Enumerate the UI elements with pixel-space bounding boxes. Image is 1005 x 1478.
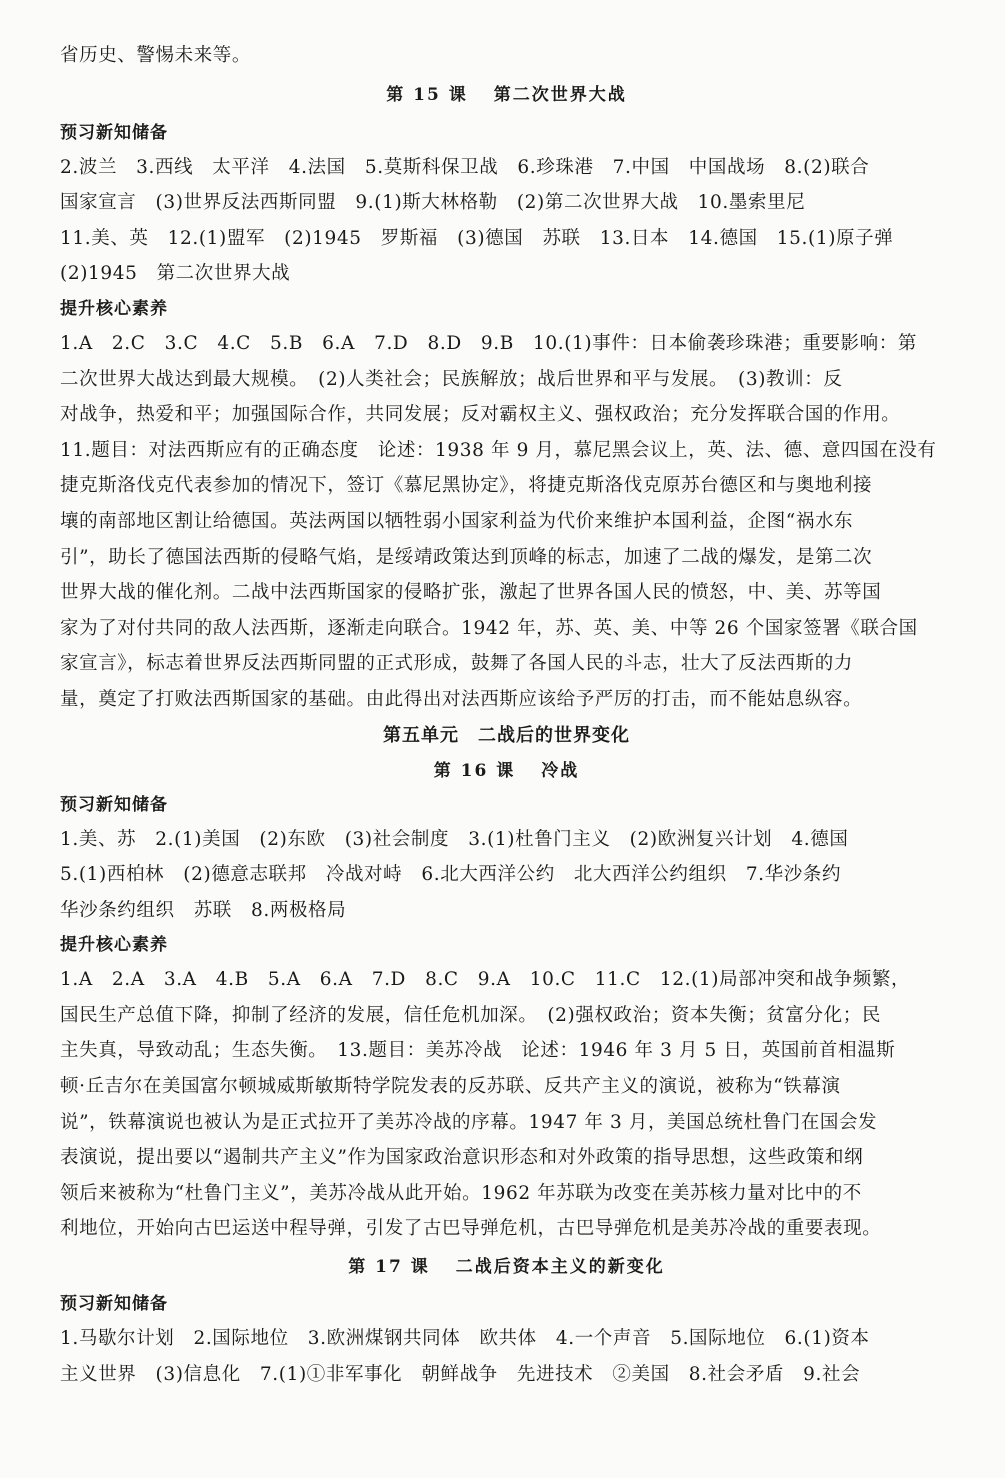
answer-line: 1.A 2.C 3.C 4.C 5.B 6.A 7.D 8.D 9.B 10.(1)事件：日本偷袭珍珠港；重要影响：第 [60, 332, 917, 354]
lesson-number: 第 16 课 [433, 760, 516, 781]
section-heading: 预习新知储备 [60, 794, 168, 815]
answer-line: 领后来被称为“杜鲁门主义”，美苏冷战从此开始。1962 年苏联为改变在美苏核力量对比中的不 [60, 1182, 862, 1204]
answer-line: 世界大战的催化剂。二战中法西斯国家的侵略扩张，激起了世界各国人民的愤怒，中、美、苏等国 [60, 582, 882, 604]
intro-line: 省历史、警惕未来等。 [60, 45, 252, 66]
lesson-name: 二战后资本主义的新变化 [455, 1257, 665, 1278]
lesson-number: 第 17 课 [348, 1257, 430, 1278]
answer-line: 对战争，热爱和平；加强国际合作，共同发展；反对霸权主义、强权政治；充分发挥联合国的作用。 [60, 404, 901, 426]
answer-line: 主义世界 (3)信息化 7.(1)①非军事化 朝鲜战争 先进技术 ②美国 8.社会矛盾 9.社会 [60, 1363, 861, 1385]
lesson-15-title [60, 74, 953, 116]
section-heading: 提升核心素养 [60, 298, 168, 319]
answer-line: 表演说，提出要以“遏制共产主义”作为国家政治意识形态和对外政策的指导思想，这些政策和纲 [60, 1147, 864, 1169]
answer-line: 国家宣言 (3)世界反法西斯同盟 9.(1)斯大林格勒 (2)第二次世界大战 10.墨索里尼 [60, 192, 806, 214]
lesson-name: 冷战 [541, 760, 580, 781]
answer-line: 国民生产总值下降，抑制了经济的发展，信任危机加深。 (2)强权政治；资本失衡；贫富分化；民 [60, 1004, 881, 1026]
lesson-15 [60, 74, 953, 718]
answer-line: 华沙条约组织 苏联 8.两极格局 [60, 899, 347, 921]
answer-line: 1.马歇尔计划 2.国际地位 3.欧洲煤钢共同体 欧共体 4.一个声音 5.国际地位 6.(1)资本 [60, 1328, 870, 1350]
answer-line: 5.(1)西柏林 (2)德意志联邦 冷战对峙 6.北大西洋公约 北大西洋公约组织 7.华沙条约 [60, 864, 842, 886]
unit-5-title: 第五单元 二战后的世界变化 [383, 724, 630, 746]
lesson-number: 第 15 课 [386, 84, 468, 105]
answer-line: 1.A 2.A 3.A 4.B 5.A 6.A 7.D 8.C 9.A 10.C 11.C 12.(1)局部冲突和战争频繁， [60, 969, 911, 991]
answer-line: 量，奠定了打败法西斯国家的基础。由此得出对法西斯应该给予严厉的打击，而不能姑息纵容。 [60, 688, 863, 710]
lesson-17 [60, 1247, 953, 1392]
answer-line: 2.波兰 3.西线 太平洋 4.法国 5.莫斯科保卫战 6.珍珠港 7.中国 中国战场 8.(2)联合 [60, 156, 870, 178]
answer-line: 1.美、苏 2.(1)美国 (2)东欧 (3)社会制度 3.(1)杜鲁门主义 (2)欧洲复兴计划 4.德国 [60, 828, 849, 850]
answer-line: 引”，助长了德国法西斯的侵略气焰，是绥靖政策达到顶峰的标志，加速了二战的爆发，是第二次 [60, 546, 873, 568]
section-heading: 预习新知储备 [60, 1294, 168, 1315]
lesson-17-title [60, 1247, 953, 1287]
answer-line: (2)1945 第二次世界大战 [60, 263, 291, 285]
answer-line: 壤的南部地区割让给德国。英法两国以牺牲弱小国家利益为代价来维护本国利益，企图“祸水东 [60, 510, 854, 532]
section-heading: 预习新知储备 [60, 122, 168, 143]
answer-line: 二次世界大战达到最大规模。 (2)人类社会；民族解放；战后世界和平与发展。 (3)教训：反 [60, 368, 843, 390]
answer-line: 家宣言》，标志着世界反法西斯同盟的正式形成，鼓舞了各国人民的斗志，壮大了反法西斯的力 [60, 653, 853, 675]
lesson-16-title [60, 754, 953, 788]
answer-line: 11.题目：对法西斯应有的正确态度 论述：1938 年 9 月，慕尼黑会议上，英、法、德、意四国在没有 [60, 439, 937, 461]
section-heading: 提升核心素养 [60, 935, 168, 956]
answer-line: 捷克斯洛伐克代表参加的情况下，签订《慕尼黑协定》，将捷克斯洛伐克原苏台德区和与奥地利接 [60, 475, 873, 497]
answer-line: 顿·丘吉尔在美国富尔顿城威斯敏斯特学院发表的反苏联、反共产主义的演说，被称为“铁幕演 [60, 1076, 841, 1098]
answer-line: 11.美、英 12.(1)盟军 (2)1945 罗斯福 (3)德国 苏联 13.日本 14.德国 15.(1)原子弹 [60, 227, 894, 249]
answer-line: 利地位，开始向古巴运送中程导弹，引发了古巴导弹危机，古巴导弹危机是美苏冷战的重要表现。 [60, 1218, 882, 1240]
lesson-16 [60, 754, 953, 1248]
answer-line: 家为了对付共同的敌人法西斯，逐渐走向联合。1942 年，苏、英、美、中等 26 个国家签署《联合国 [60, 617, 918, 639]
lesson-name: 第二次世界大战 [493, 84, 627, 105]
answer-line: 主失真，导致动乱；生态失衡。 13.题目：美苏冷战 论述：1946 年 3 月 5 日，英国前首相温斯 [60, 1040, 896, 1062]
answer-line: 说”，铁幕演说也被认为是正式拉开了美苏冷战的序幕。1947 年 3 月，美国总统杜鲁门在国会发 [60, 1111, 878, 1133]
